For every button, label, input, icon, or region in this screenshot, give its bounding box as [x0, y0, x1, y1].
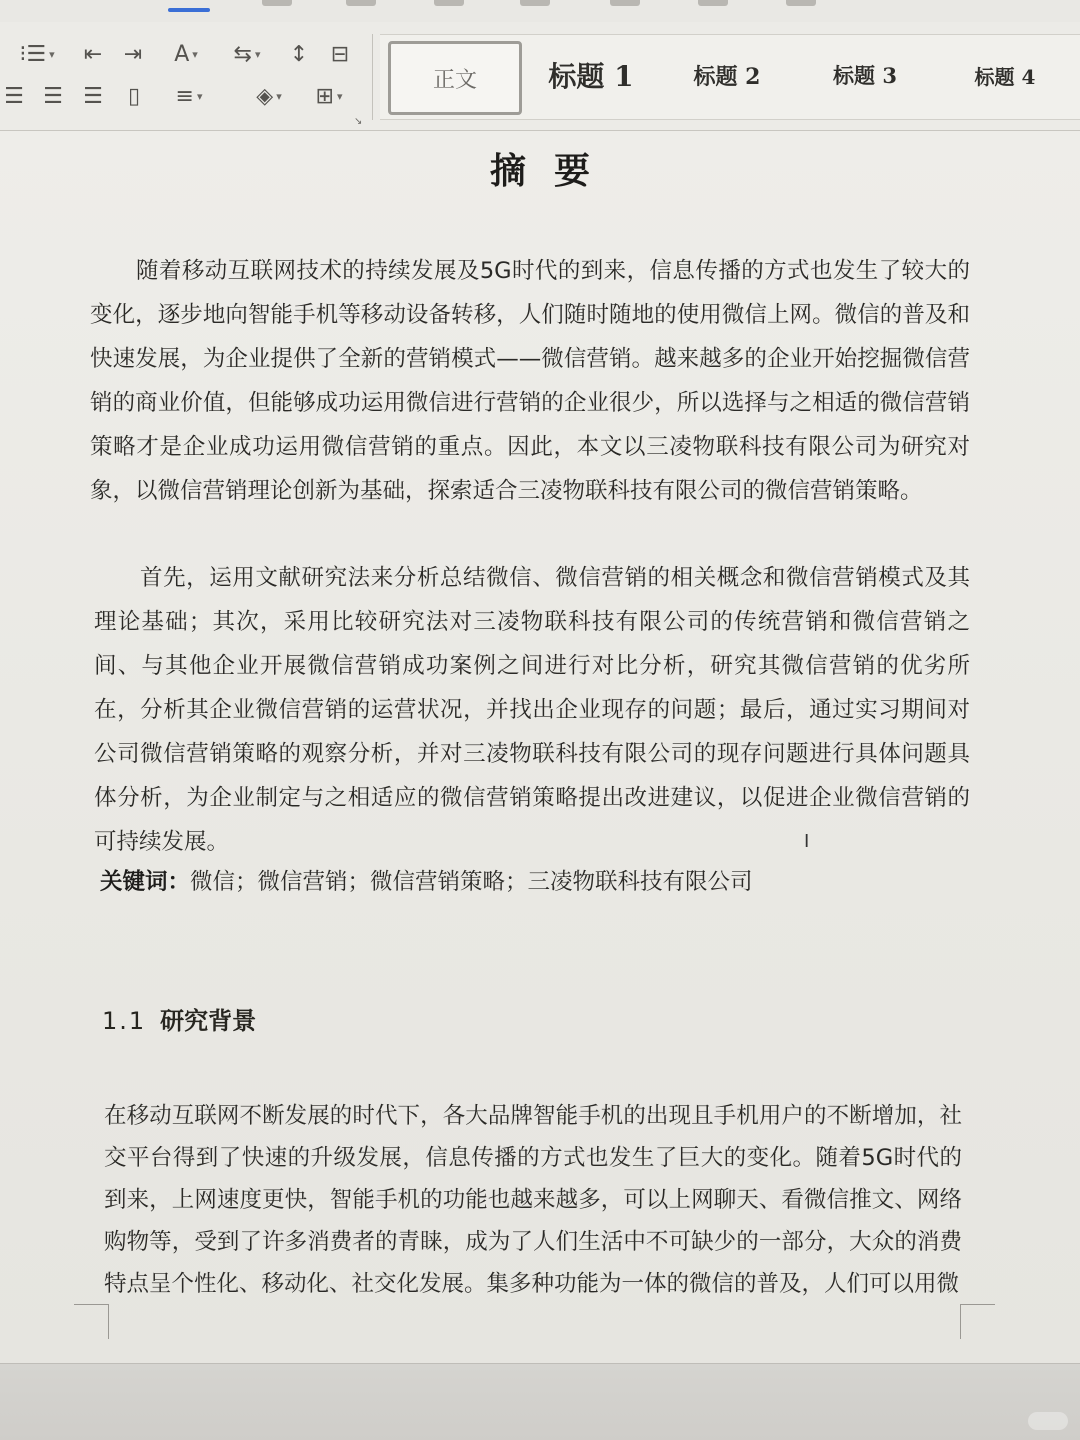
style-heading-1[interactable]: 标题 1: [548, 60, 634, 93]
abstract-paragraph-1[interactable]: 随着移动互联网技术的持续发展及5G时代的到来，信息传播的方式也发生了较大的变化，逐步地向智能手机等移动设备转移，人们随时随地的使用微信上网。微信的普及和快速发展，为企业提供了全新的营销模式——微信营销。越来越多的企业开始挖掘微信营销的商业价值，但能够成功运用微信进行营销的企业很少，所以选择与之相适的微信营销策略才是企业成功运用微信营销的重点。因此，本文以三凌物联科技有限公司为研究对象，以微信营销理论创新为基础，探索适合三凌物联科技有限公司的微信营销策略。: [90, 258, 970, 504]
show-marks-icon[interactable]: ⊟: [330, 41, 350, 67]
style-heading-2[interactable]: 标题 2: [693, 63, 761, 90]
align-center-icon[interactable]: ☰: [43, 83, 63, 109]
page-corner-mark-left: [74, 1304, 109, 1339]
keywords-line[interactable]: [100, 860, 970, 904]
active-tab-indicator[interactable]: [168, 8, 210, 12]
line-spacing-icon[interactable]: ≡ ▾: [175, 83, 203, 109]
distribute-icon[interactable]: ▯: [127, 83, 141, 109]
section-heading[interactable]: [102, 1001, 702, 1041]
section-title: 研究背景: [160, 1007, 257, 1035]
ribbon-tab[interactable]: [346, 0, 376, 6]
style-heading-4[interactable]: 标题 4: [974, 64, 1036, 89]
paragraph-dialog-launcher-icon[interactable]: ↘: [354, 116, 363, 127]
ribbon-tab[interactable]: [520, 0, 550, 6]
ribbon-tab[interactable]: [610, 0, 640, 6]
document-canvas: [0, 131, 1080, 1363]
keywords-label: 关键词：: [100, 869, 191, 895]
ribbon-tab[interactable]: [434, 0, 464, 6]
decrease-indent-icon[interactable]: ⇤: [83, 41, 103, 67]
numbered-list-icon[interactable]: ⁝☰ ▾: [19, 41, 55, 67]
abstract-title: 摘要: [489, 150, 618, 192]
align-left-icon[interactable]: ☰: [4, 83, 24, 109]
ribbon-tab[interactable]: [786, 0, 816, 6]
page-corner-mark-right: [960, 1304, 995, 1339]
style-normal[interactable]: 正文: [388, 41, 522, 115]
text-cursor-icon: I: [804, 831, 810, 852]
keywords-text: 微信；微信营销；微信营销策略；三凌物联科技有限公司: [190, 869, 753, 895]
styles-gallery: [380, 34, 1080, 120]
ribbon-tab-strip: [0, 0, 1080, 23]
ribbon-tab[interactable]: [262, 0, 292, 6]
sort-icon[interactable]: ↕: [289, 41, 309, 67]
background-paragraph[interactable]: 在移动互联网不断发展的时代下，各大品牌智能手机的出现且手机用户的不断增加，社交平台得到了快速的升级发展，信息传播的方式也发生了巨大的变化。随着5G时代的到来，上网速度更快，智能手机的功能也越来越多，可以上网聊天、看微信推文、网络购物等，受到了许多消费者的青睐，成为了人们生活中不可缺少的一部分，大众的消费特点呈个性化、移动化、社交化发展。集多种功能为一体的微信的普及，人们可以用微: [104, 1103, 962, 1297]
shading-icon[interactable]: ◈ ▾: [256, 83, 282, 109]
style-heading-3[interactable]: 标题 3: [833, 63, 897, 88]
increase-indent-icon[interactable]: ⇥: [123, 41, 143, 67]
abstract-paragraph-2[interactable]: 首先，运用文献研究法来分析总结微信、微信营销的相关概念和微信营销模式及其理论基础；其次，采用比较研究法对三凌物联科技有限公司的传统营销和微信营销之间、与其他企业开展微信营销成功案例之间进行对比分析，研究其微信营销的优劣所在，分析其企业微信营销的运营状况，并找出企业现存的问题；最后，通过实习期间对公司微信营销策略的观察分析，并对三凌物联科技有限公司的现存问题进行具体问题具体分析，为企业制定与之相适应的微信营销策略提出改进建议，以促进企业微信营销的可持续发展。: [94, 565, 970, 855]
line-break-icon[interactable]: ⇆ ▾: [233, 41, 261, 67]
document-page[interactable]: [0, 131, 1080, 1363]
page-gap-area: [0, 1363, 1080, 1440]
text-direction-icon[interactable]: A ▾: [174, 41, 198, 67]
ribbon-group-divider: [372, 34, 373, 120]
border-icon[interactable]: ⊞ ▾: [315, 83, 343, 109]
ribbon-tab[interactable]: [698, 0, 728, 6]
watermark-icon: [1028, 1412, 1068, 1430]
section-number: 1.1: [102, 1007, 147, 1035]
home-ribbon: [0, 22, 1080, 131]
align-right-icon[interactable]: ☰: [83, 83, 103, 109]
